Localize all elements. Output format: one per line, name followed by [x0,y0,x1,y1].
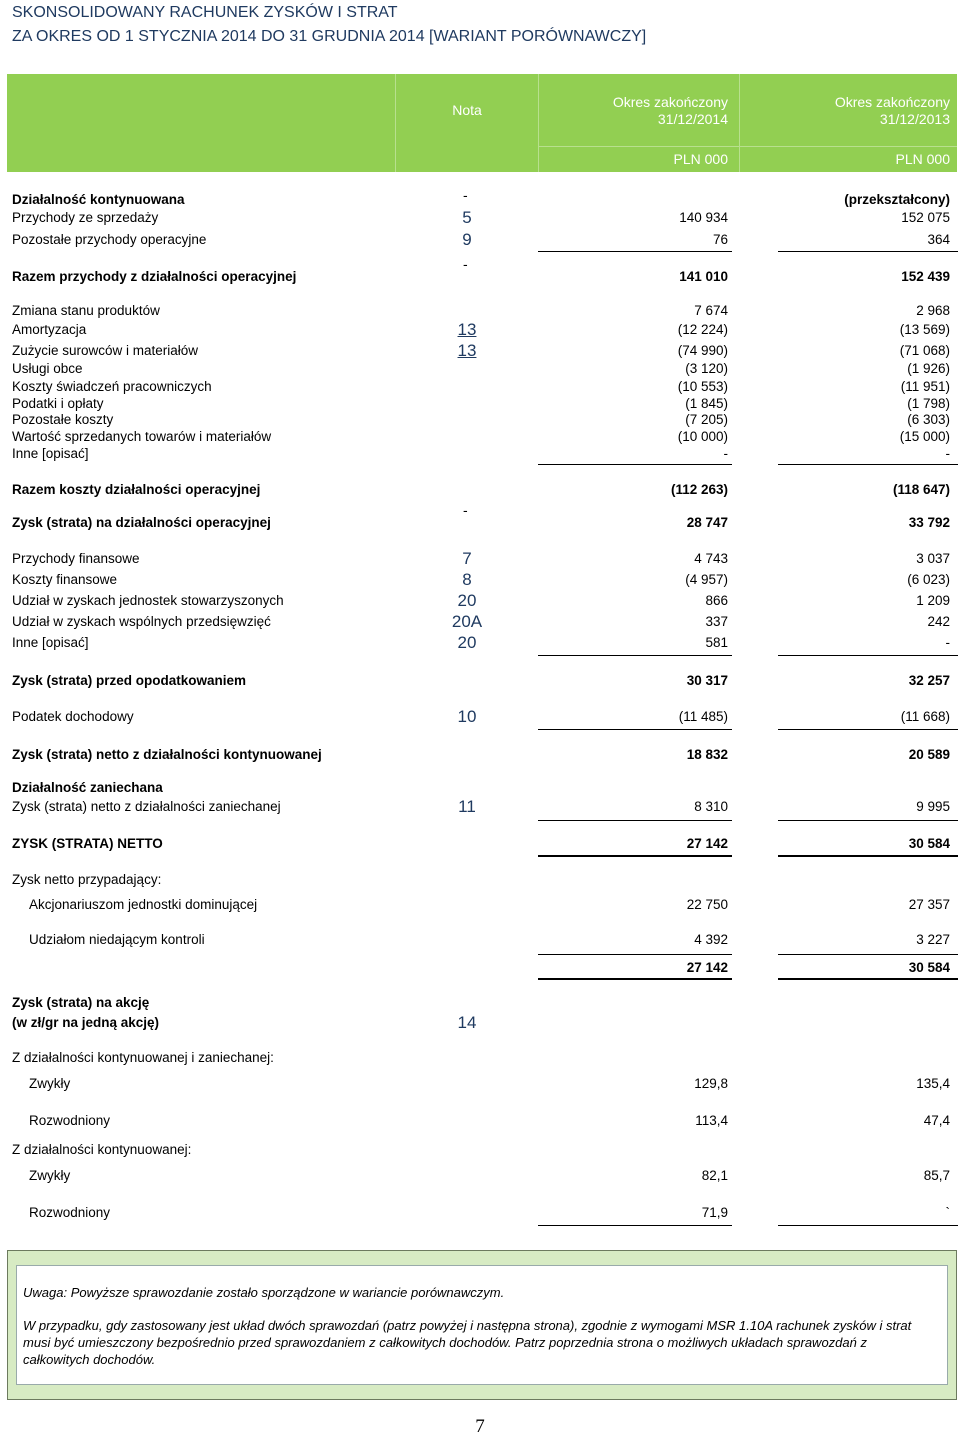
note-dash: - [463,187,468,203]
subtotal-rule [778,464,958,465]
table-row [0,444,960,464]
row-value-2014: 18 832 [686,747,728,762]
row-note: 8 [462,570,472,589]
header-col1-line2: 31/12/2014 [657,111,728,127]
row-note: 14 [457,1013,477,1032]
table-row [0,993,960,1013]
row-label: Zużycie surowców i materiałów [12,343,199,358]
row-value-2014: 7 674 [694,303,728,318]
row-value-2013: - [945,635,950,650]
row-label: Udział w zyskach wspólnych przedsięwzięć [12,614,271,629]
row-value-2013: 364 [927,232,950,247]
section-label: Z działalności kontynuowanej: [12,1142,192,1157]
row-value-2014: (1 845) [685,396,728,411]
row-value-2014: 4 392 [694,932,728,947]
note-dash: - [463,502,468,518]
row-note: 10 [457,707,477,726]
row-value-2013: ` [945,1205,950,1220]
table-row [0,834,960,854]
table-row [0,480,960,500]
page-number: 7 [475,1416,485,1437]
subtotal-rule [538,820,732,821]
row-value-2013: (11 668) [900,709,950,724]
section-label: (w zł/gr na jedną akcję) [12,1015,160,1030]
row-value-2014: 76 [712,232,728,247]
subtotal-rule [538,655,732,656]
row-value-2013: (1 798) [907,396,950,411]
report-subtitle: ZA OKRES OD 1 STYCZNIA 2014 DO 31 GRUDNIA 2014 [WARIANT PORÓWNAWCZY] [12,28,647,45]
row-value-2014: 4 743 [694,551,728,566]
table-row [0,930,960,950]
subtotal-rule [538,464,732,465]
table-row [0,1166,960,1186]
row-label: Rozwodniony [29,1205,111,1220]
note-dash: - [463,256,468,272]
row-label: Zwykły [29,1076,71,1091]
total-double-rule [778,978,958,980]
row-value-2014: 71,9 [701,1205,728,1220]
row-label: Wartość sprzedanych towarów i materiałów [12,429,272,444]
row-label: Zysk (strata) przed opodatkowaniem [12,673,247,688]
table-row [0,1140,960,1160]
total-double-rule [778,855,958,857]
row-note-link[interactable]: 13 [457,341,477,360]
row-value-2014: 866 [705,593,728,608]
section-label: Zysk netto przypadający: [12,872,162,887]
subtotal-rule [778,820,958,821]
table-header [7,74,957,172]
table-row [0,591,960,611]
row-label: Przychody finansowe [12,551,140,566]
header-divider [739,74,740,172]
subtotal-rule [778,251,958,252]
table-row [0,1203,960,1223]
row-label: ZYSK (STRATA) NETTO [12,836,163,851]
subtotal-rule [778,655,958,656]
table-row [0,778,960,798]
subtotal-rule [538,1225,732,1226]
table-row [0,707,960,727]
total-double-rule [538,978,732,980]
header-col2-line1: Okres zakończony [834,94,950,110]
header-nota: Nota [452,102,482,118]
row-value-2014: 8 310 [694,799,728,814]
row-label: Rozwodniony [29,1113,111,1128]
header-col1-unit: PLN 000 [673,151,728,167]
table-row [0,341,960,361]
row-label: Razem koszty działalności operacyjnej [12,482,261,497]
table-row [0,208,960,228]
table-row [0,958,960,978]
table-row [0,570,960,590]
row-value-2014: 337 [705,614,728,629]
row-label: Pozostałe koszty [12,412,114,427]
note-panel [7,1250,957,1400]
row-label: Udziałom niedającym kontroli [29,932,205,947]
table-row [0,1048,960,1068]
table-row [0,513,960,533]
row-value-2013: 9 995 [916,799,950,814]
table-row [0,190,960,210]
table-row [0,870,960,890]
row-value-2014: - [723,446,728,461]
table-row [0,671,960,691]
header-col2-unit: PLN 000 [895,151,950,167]
row-value-2013: 30 584 [908,836,950,851]
row-label: Koszty świadczeń pracowniczych [12,379,212,394]
row-value-2013: 85,7 [923,1168,950,1183]
row-value-2014: 113,4 [695,1113,728,1128]
row-note: 20A [451,612,483,631]
row-value-2013: 33 792 [908,515,950,530]
row-note: 7 [462,549,472,568]
row-value-2013: 47,4 [923,1113,950,1128]
subtotal-rule [778,1225,958,1226]
table-row [0,895,960,915]
table-row [0,1111,960,1131]
table-row [0,267,960,287]
row-value-2014: 581 [705,635,728,650]
row-label: Zwykły [29,1168,71,1183]
subtotal-rule [778,729,958,730]
row-label: Razem przychody z działalności operacyjnej [12,269,297,284]
row-note: 20 [457,633,477,652]
row-label: Podatki i opłaty [12,396,104,411]
table-row [0,1013,960,1033]
row-value-2013: 3 037 [916,551,950,566]
table-row [0,1074,960,1094]
row-value-2013: (6 303) [907,412,950,427]
note-panel-inner [16,1265,948,1385]
table-row [0,745,960,765]
row-value-2013: (1 926) [907,361,950,376]
row-value-2013: (6 023) [907,572,950,587]
row-label: Inne [opisać] [12,446,89,461]
row-value-2013: 27 357 [908,897,950,912]
subtotal-rule [538,251,732,252]
header-col2-line2: 31/12/2013 [879,111,950,127]
row-value-2013: 30 584 [908,960,950,975]
subtotal-rule [778,954,958,955]
row-value-2014: (4 957) [685,572,728,587]
row-label: Akcjonariuszom jednostki dominującej [29,897,258,912]
section-label: Działalność zaniechana [12,780,163,795]
row-value-2014: (10 000) [677,429,728,444]
row-value-2014: 82,1 [701,1168,728,1183]
row-value-2014: (3 120) [685,361,728,376]
row-label: Usługi obce [12,361,83,376]
row-label: Udział w zyskach jednostek stowarzyszonych [12,593,284,608]
row-value-2014: 22 750 [686,897,728,912]
row-value-2013: 242 [927,614,950,629]
row-label: Zysk (strata) na działalności operacyjnej [12,515,271,530]
row-value-2013: 32 257 [908,673,950,688]
header-divider [538,74,539,172]
row-label: Zysk (strata) netto z działalności kontynuowanej [12,747,322,762]
row-value-2013: (118 647) [892,482,950,497]
row-value-2013: (15 000) [899,429,950,444]
row-value-2013: 1 209 [916,593,950,608]
table-row [0,612,960,632]
row-value-2014: 27 142 [686,960,728,975]
row-value-2014: 141 010 [679,269,728,284]
row-value-2013: 152 439 [901,269,950,284]
subtotal-rule [538,954,732,955]
table-row [0,797,960,817]
row-value-2014: (7 205) [685,412,728,427]
row-note: 9 [462,230,472,249]
row-label: Podatek dochodowy [12,709,134,724]
row-label: Zmiana stanu produktów [12,303,160,318]
row-value-2013: 135,4 [916,1076,950,1091]
row-value-2013: (71 068) [899,343,950,358]
row-value-2013: 152 075 [901,210,950,225]
row-value-2013: (13 569) [899,322,950,337]
row-label: Koszty finansowe [12,572,118,587]
row-label: Zysk (strata) netto z działalności zaniechanej [12,799,281,814]
row-value-2014: (11 485) [678,709,728,724]
row-value-2014: (112 263) [670,482,728,497]
row-note-link[interactable]: 13 [457,320,477,339]
header-rule [538,146,957,147]
table-row [0,230,960,250]
restated-label: (przekształcony) [844,192,950,207]
table-row [0,320,960,340]
header-divider [395,74,396,172]
note-paragraph-1: Uwaga: Powyższe sprawozdanie zostało sporządzone w wariancie porównawczym. [23,1285,505,1300]
row-value-2014: (10 553) [677,379,728,394]
row-value-2013: 3 227 [916,932,950,947]
row-note: 5 [462,208,472,227]
row-value-2014: 30 317 [686,673,728,688]
header-col1-line1: Okres zakończony [612,94,728,110]
row-value-2014: (12 224) [677,322,728,337]
row-label: Przychody ze sprzedaży [12,210,159,225]
row-note: 11 [458,797,476,816]
row-label: Inne [opisać] [12,635,89,650]
report-title: SKONSOLIDOWANY RACHUNEK ZYSKÓW I STRAT [12,4,398,21]
row-value-2014: (74 990) [677,343,728,358]
total-double-rule [538,855,732,857]
table-row [0,549,960,569]
section-label: Z działalności kontynuowanej i zaniechanej: [12,1050,274,1065]
row-label: Pozostałe przychody operacyjne [12,232,207,247]
row-value-2014: 140 934 [679,210,728,225]
row-value-2014: 27 142 [686,836,728,851]
row-value-2014: 129,8 [694,1076,728,1091]
row-label: Działalność kontynuowana [12,192,185,207]
table-row [0,633,960,653]
row-note: 20 [457,591,477,610]
row-value-2013: - [945,446,950,461]
row-value-2013: 20 589 [908,747,950,762]
note-paragraph-2: W przypadku, gdy zastosowany jest układ dwóch sprawozdań (patrz powyżej i następna strona), zgodnie z wymogami MSR 1.10A rachunek zysków i strat musi być umieszczony bezpośrednio przed sprawozdaniem z całkowitych dochodów. Patrz poprzednia strona o możliwych układach sprawozdań z całkowitych dochodów. [23,1318,912,1367]
row-value-2013: 2 968 [916,303,950,318]
table-row [0,301,960,321]
subtotal-rule [538,729,732,730]
table-row [0,359,960,379]
section-label: Zysk (strata) na akcję [12,995,150,1010]
row-value-2013: (11 951) [900,379,950,394]
row-label: Amortyzacja [12,322,87,337]
row-value-2014: 28 747 [686,515,728,530]
